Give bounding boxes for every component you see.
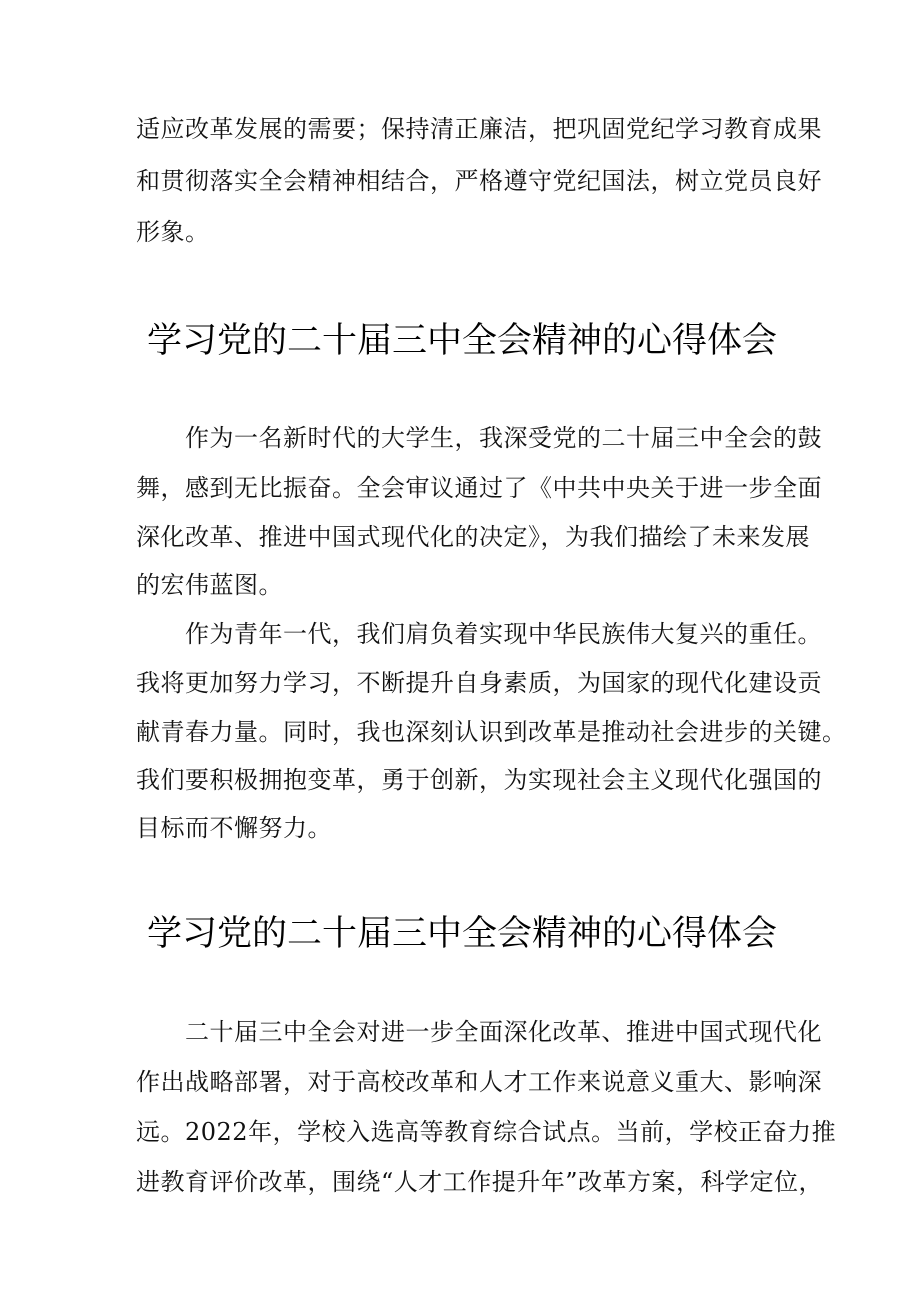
section-heading: 学习党的二十届三中全会精神的心得体会 (147, 914, 778, 954)
section-heading: 学习党的二十届三中全会精神的心得体会 (147, 321, 778, 361)
paragraph-line: 作出战略部署，对于高校改革和人才工作来说意义重大、影响深 (136, 1068, 822, 1096)
paragraph-line: 献青春力量。同时，我也深刻认识到改革是推动社会进步的关键。 (136, 718, 847, 746)
paragraph-line: 适应改革发展的需要；保持清正廉洁，把巩固党纪学习教育成果 (136, 115, 822, 143)
paragraph-line: 目标而不懈努力。 (136, 814, 332, 842)
paragraph-line: 二十届三中全会对进一步全面深化改革、推进中国式现代化 (185, 1018, 822, 1046)
paragraph-line: 深化改革、推进中国式现代化的决定》，为我们描绘了未来发展 (136, 523, 810, 551)
paragraph-line: 远。2022年，学校入选高等教育综合试点。当前，学校正奋力推 (136, 1118, 837, 1146)
paragraph-line: 作为一名新时代的大学生，我深受党的二十届三中全会的鼓 (185, 424, 822, 452)
paragraph-line: 舞，感到无比振奋。全会审议通过了《中共中央关于进一步全面 (136, 474, 822, 502)
paragraph-line: 和贯彻落实全会精神相结合，严格遵守党纪国法，树立党员良好 (136, 167, 822, 195)
paragraph-line: 我将更加努力学习，不断提升自身素质，为国家的现代化建设贡 (136, 669, 822, 697)
paragraph-line: 形象。 (136, 218, 210, 246)
paragraph-line: 作为青年一代，我们肩负着实现中华民族伟大复兴的重任。 (185, 620, 822, 648)
paragraph-line: 我们要积极拥抱变革，勇于创新，为实现社会主义现代化强国的 (136, 766, 822, 794)
paragraph-line: 进教育评价改革，围绕“人才工作提升年”改革方案，科学定位， (136, 1168, 824, 1196)
paragraph-line: 的宏伟蓝图。 (136, 571, 283, 599)
